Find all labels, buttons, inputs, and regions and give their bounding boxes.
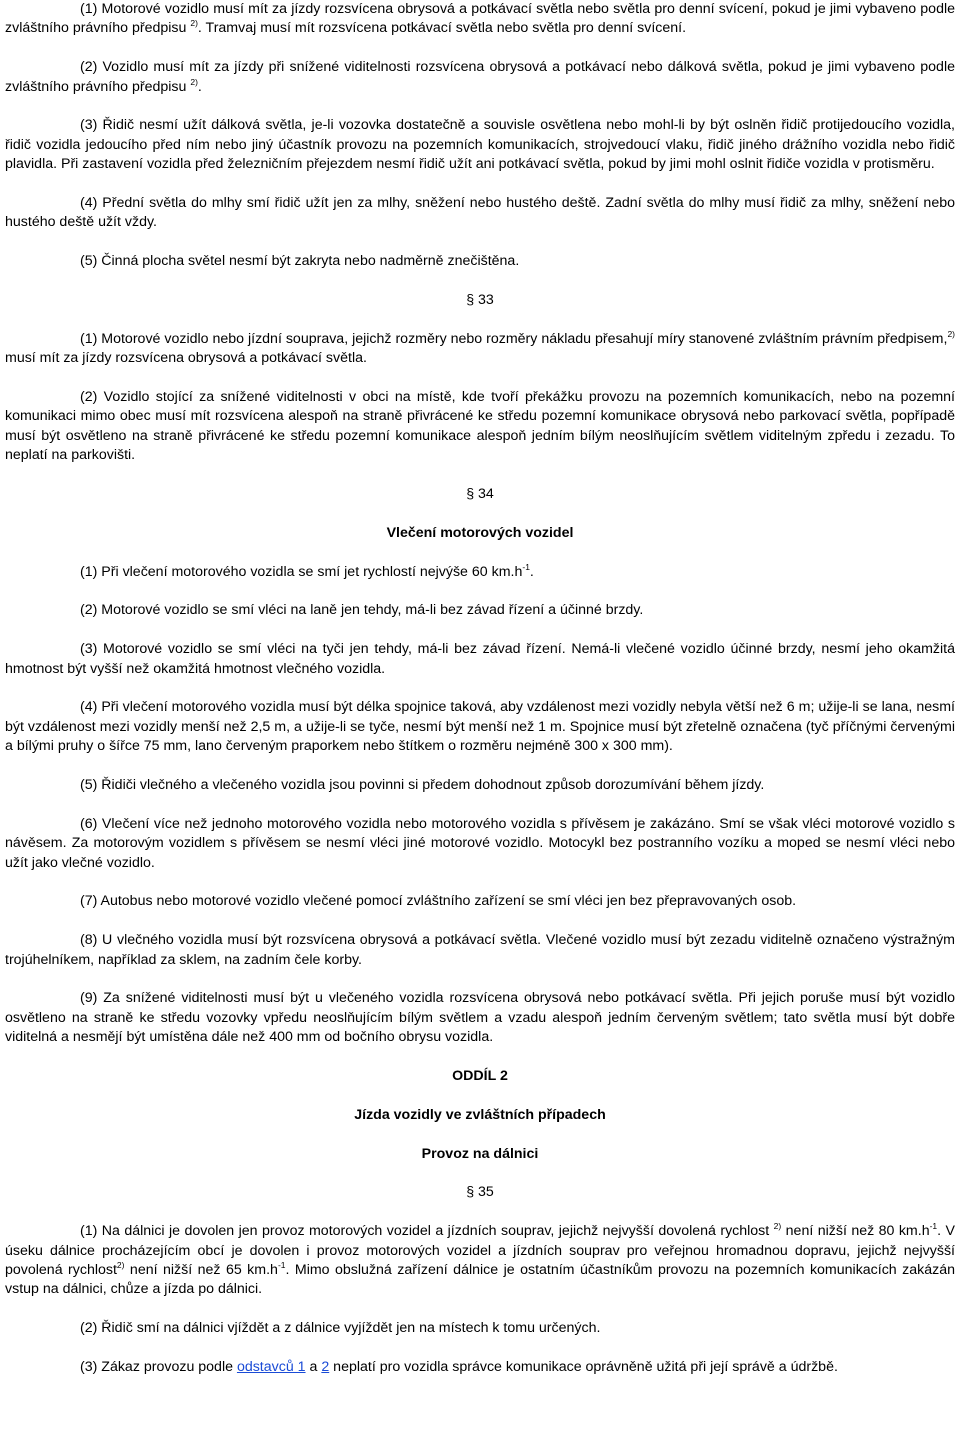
footnote-ref: 2) bbox=[947, 328, 955, 339]
section-34-title: Vlečení motorových vozidel bbox=[386, 524, 574, 541]
text: není nižší než 80 km.h bbox=[781, 1223, 930, 1240]
text: . V úseku dálnice procházejícím obcí je dovolen i provoz motorových vozidel a jízdních souprav pro veřejnou hromadnou dopravu, jejichž nejvyšší povolená rychlost bbox=[5, 1223, 955, 1279]
paragraph-34-7: (7) Autobus nebo motorové vozidlo vlečené pomocí zvláštního zařízení se smí vléci jen bez přepravovaných osob. bbox=[80, 893, 797, 910]
footnote-ref: 2) bbox=[116, 1260, 125, 1271]
text: . Mimo obslužná zařízení dálnice je ostatním účastníkům provozu na pozemních komunikacích zakázán vstup na dálnici, chůze a jízda po dálnici. bbox=[5, 1262, 955, 1298]
footnote-ref: 2) bbox=[190, 76, 198, 87]
paragraph-34-8: (8) U vlečného vozidla musí být rozsvícena obrysová a potkávací světla. Vlečené vozidlo musí být zezadu viditelně označeno výstražným trojúhelníkem, například za sklem, na zadním čele korby. bbox=[5, 932, 955, 968]
paragraph-35-2: (2) Řidič smí na dálnici vjíždět a z dálnice vyjíždět jen na místech k tomu určených. bbox=[80, 1320, 601, 1337]
text: (1) Motorové vozidlo musí mít za jízdy rozsvícena obrysová a potkávací světla nebo světla pro denní svícení, pokud je jimi vybaveno podle zvláštního právního předpisu bbox=[5, 1, 955, 37]
paragraph-35-3 bbox=[5, 1358, 955, 1377]
unit-exponent: -1 bbox=[277, 1260, 286, 1271]
paragraph-33-1 bbox=[5, 330, 955, 369]
paragraph-34-6: (6) Vlečení více než jednoho motorového vozidla nebo motorového vozidla s přívěsem je zakázáno. Smí se však vléci motorové vozidlo s návěsem. Za motorovým vozidlem s přívěsem se nesmí vléci jiné motorové vozidlo. Motocykl bez postranního vozíku a moped se nesmí vléci nebo užít jako vlečné vozidlo. bbox=[5, 815, 955, 871]
section-33-heading: § 33 bbox=[466, 292, 494, 309]
text: (1) Motorové vozidlo nebo jízdní souprava, jejichž rozměry nebo rozměry nákladu přesahují míry stanovené zvláštním právním předpisem, bbox=[80, 330, 948, 347]
paragraph-34-2: (2) Motorové vozidlo se smí vléci na laně jen tehdy, má-li bez závad řízení a účinné brzdy. bbox=[80, 602, 644, 619]
link-odstavcu-1[interactable]: odstavců 1 bbox=[236, 1359, 306, 1376]
text: (1) Na dálnici je dovolen jen provoz motorových vozidel a jízdních souprav, jejichž nejvyšší dovolená rychlost bbox=[80, 1223, 770, 1240]
paragraph-34-5: (5) Řidiči vlečného a vlečeného vozidla jsou povinni si předem dohodnout způsob dorozumívání během jízdy. bbox=[80, 777, 765, 794]
paragraph-31-5: (5) Činná plocha světel nesmí být zakryta nebo nadměrně znečištěna. bbox=[80, 253, 520, 270]
paragraph-31-4: (4) Přední světla do mlhy smí řidič užít jen za mlhy, sněžení nebo hustého deště. Zadní světla do mlhy musí řidič za mlhy, sněžení nebo hustého deště užít vždy. bbox=[5, 195, 955, 231]
text: a bbox=[305, 1359, 322, 1376]
paragraph-34-3: (3) Motorové vozidlo se smí vléci na tyči jen tehdy, má-li bez závad řízení. Nemá-li vlečené vozidlo účinné brzdy, nesmí jeho okamžitá hmotnost být vyšší než okamžitá hmotnost vlečného vozidla. bbox=[5, 641, 955, 677]
text: . bbox=[529, 563, 534, 580]
paragraph-31-2 bbox=[5, 58, 955, 97]
text: . bbox=[197, 78, 202, 95]
paragraph-35-1 bbox=[5, 1222, 955, 1300]
section-34-heading: § 34 bbox=[466, 486, 494, 503]
part-2-heading: ODDÍL 2 bbox=[452, 1068, 508, 1085]
paragraph-34-9: (9) Za snížené viditelnosti musí být u vlečeného vozidla rozsvícena obrysová nebo potkávací světla. Při jejich poruše musí být vozidlo osvětleno na straně ke středu vozovky vpředu neoslňujícím bílým světlem a vzadu alespoň jedním červeným světlem; tato světla musí být dobře viditelná a nesmějí být umístěna dále než 400 mm od bočního obrysu vozidla. bbox=[5, 990, 955, 1046]
text: neplatí pro vozidla správce komunikace oprávněně užitá při její správě a údržbě. bbox=[329, 1359, 838, 1376]
footnote-ref: -1 bbox=[522, 561, 530, 572]
text: . Tramvaj musí mít rozsvícena potkávací světla nebo světla pro denní svícení. bbox=[197, 20, 687, 37]
text: (1) Při vlečení motorového vozidla se smí jet rychlostí nejvýše 60 km.h bbox=[80, 563, 523, 580]
text: (2) Vozidlo musí mít za jízdy při snížené viditelnosti rozsvícena obrysová a potkávací nebo dálková světla, pokud je jimi vybaveno podle zvláštního právního předpisu bbox=[5, 59, 955, 95]
text: není nižší než 65 km.h bbox=[124, 1262, 278, 1279]
paragraph-31-3: (3) Řidič nesmí užít dálková světla, je-li vozovka dostatečně a souvisle osvětlena nebo mohl-li by být oslněn řidič protijedoucího vozidla, řidič vozidla jedoucího před ním nebo jiný účastník provozu na pozemních komunikacích, strojvedoucí vlaku, řidič jiného drážního vozidla nebo řidič plavidla. Při zastavení vozidla před železničním přejezdem nesmí řidič užít ani potkávací světla, pokud by jimi mohl oslnit řidiče vozidla v protisměru. bbox=[5, 117, 955, 173]
paragraph-34-1 bbox=[5, 563, 955, 582]
text: (3) Zákaz provozu podle bbox=[80, 1359, 237, 1376]
footnote-ref: 2) bbox=[190, 18, 198, 29]
paragraph-31-1 bbox=[5, 0, 955, 39]
section-35-heading: § 35 bbox=[466, 1184, 494, 1201]
paragraph-34-4: (4) Při vlečení motorového vozidla musí být délka spojnice taková, aby vzdálenost mezi vozidly nebyla větší než 6 m; užije-li se lana, nesmí být vzdálenost mezi vozidly menší než 2,5 m, a užije-li se tyče, nesmí být menší než 1 m. Spojnice musí být zřetelně označena (tyč příčnými červenými a bílými pruhy o šířce 75 mm, lano červeným praporkem nebo štítkem o rozměru nejméně 300 x 300 mm). bbox=[5, 699, 955, 755]
part-2-subtitle: Provoz na dálnici bbox=[421, 1145, 539, 1162]
paragraph-33-2: (2) Vozidlo stojící za snížené viditelnosti v obci na místě, kde tvoří překážku provozu na pozemních komunikacích, nebo na pozemní komunikaci mimo obec musí mít rozsvícena alespoň na straně přivrácené ke středu pozemní komunikace obrysová nebo parkovací světla, popřípadě musí být osvětleno na straně přivrácené ke středu pozemní komunikace alespoň jedním bílým neoslňujícím světlem viditelným zpředu i zezadu. To neplatí na parkovišti. bbox=[5, 389, 955, 464]
unit-exponent: -1 bbox=[929, 1221, 938, 1232]
part-2-title: Jízda vozidly ve zvláštních případech bbox=[354, 1106, 606, 1123]
text: musí mít za jízdy rozsvícena obrysová a potkávací světla. bbox=[5, 350, 367, 367]
footnote-ref: 2) bbox=[773, 1221, 782, 1232]
link-odstavec-2[interactable]: 2 bbox=[321, 1359, 330, 1376]
